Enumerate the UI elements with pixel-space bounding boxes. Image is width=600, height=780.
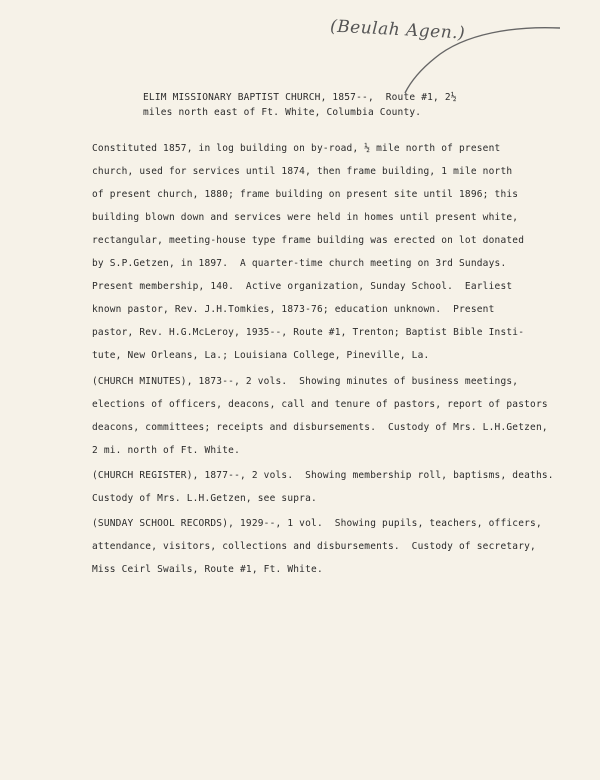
- history-line: known pastor, Rev. J.H.Tomkies, 1873-76; education unknown. Present: [92, 304, 495, 315]
- minutes-line: elections of officers, deacons, call and tenure of pastors, report of pastors: [92, 399, 548, 410]
- minutes-line: 2 mi. north of Ft. White.: [92, 445, 240, 456]
- history-line: Present membership, 140. Active organization, Sunday School. Earliest: [92, 281, 513, 292]
- history-line: by S.P.Getzen, in 1897. A quarter-time church meeting on 3rd Sundays.: [92, 258, 507, 269]
- history-line: tute, New Orleans, La.; Louisiana College, Pineville, La.: [92, 350, 430, 361]
- register-line: Custody of Mrs. L.H.Getzen, see supra.: [92, 493, 317, 504]
- history-line: church, used for services until 1874, then frame building, 1 mile north: [92, 166, 513, 177]
- history-line: of present church, 1880; frame building on present site until 1896; this: [92, 189, 519, 200]
- sunday-school-line: Miss Ceirl Swails, Route #1, Ft. White.: [92, 564, 323, 575]
- heading-line-2: miles north east of Ft. White, Columbia County.: [143, 107, 422, 118]
- minutes-line: deacons, committees; receipts and disbursements. Custody of Mrs. L.H.Getzen,: [92, 422, 548, 433]
- handwritten-note: (Beulah Agen.): [329, 16, 466, 44]
- history-line: building blown down and services were held in homes until present white,: [92, 212, 519, 223]
- pencil-stroke-mark: [395, 18, 565, 98]
- heading-line-1: ELIM MISSIONARY BAPTIST CHURCH, 1857--, Route #1, 2½: [143, 92, 457, 103]
- sunday-school-line: attendance, visitors, collections and disbursements. Custody of secretary,: [92, 541, 536, 552]
- history-line: pastor, Rev. H.G.McLeroy, 1935--, Route #1, Trenton; Baptist Bible Insti-: [92, 327, 525, 338]
- sunday-school-line: (SUNDAY SCHOOL RECORDS), 1929--, 1 vol. Showing pupils, teachers, officers,: [92, 518, 542, 529]
- minutes-line: (CHURCH MINUTES), 1873--, 2 vols. Showing minutes of business meetings,: [92, 376, 519, 387]
- history-line: Constituted 1857, in log building on by-road, ½ mile north of present: [92, 143, 501, 154]
- register-line: (CHURCH REGISTER), 1877--, 2 vols. Showing membership roll, baptisms, deaths.: [92, 470, 554, 481]
- history-line: rectangular, meeting-house type frame building was erected on lot donated: [92, 235, 525, 246]
